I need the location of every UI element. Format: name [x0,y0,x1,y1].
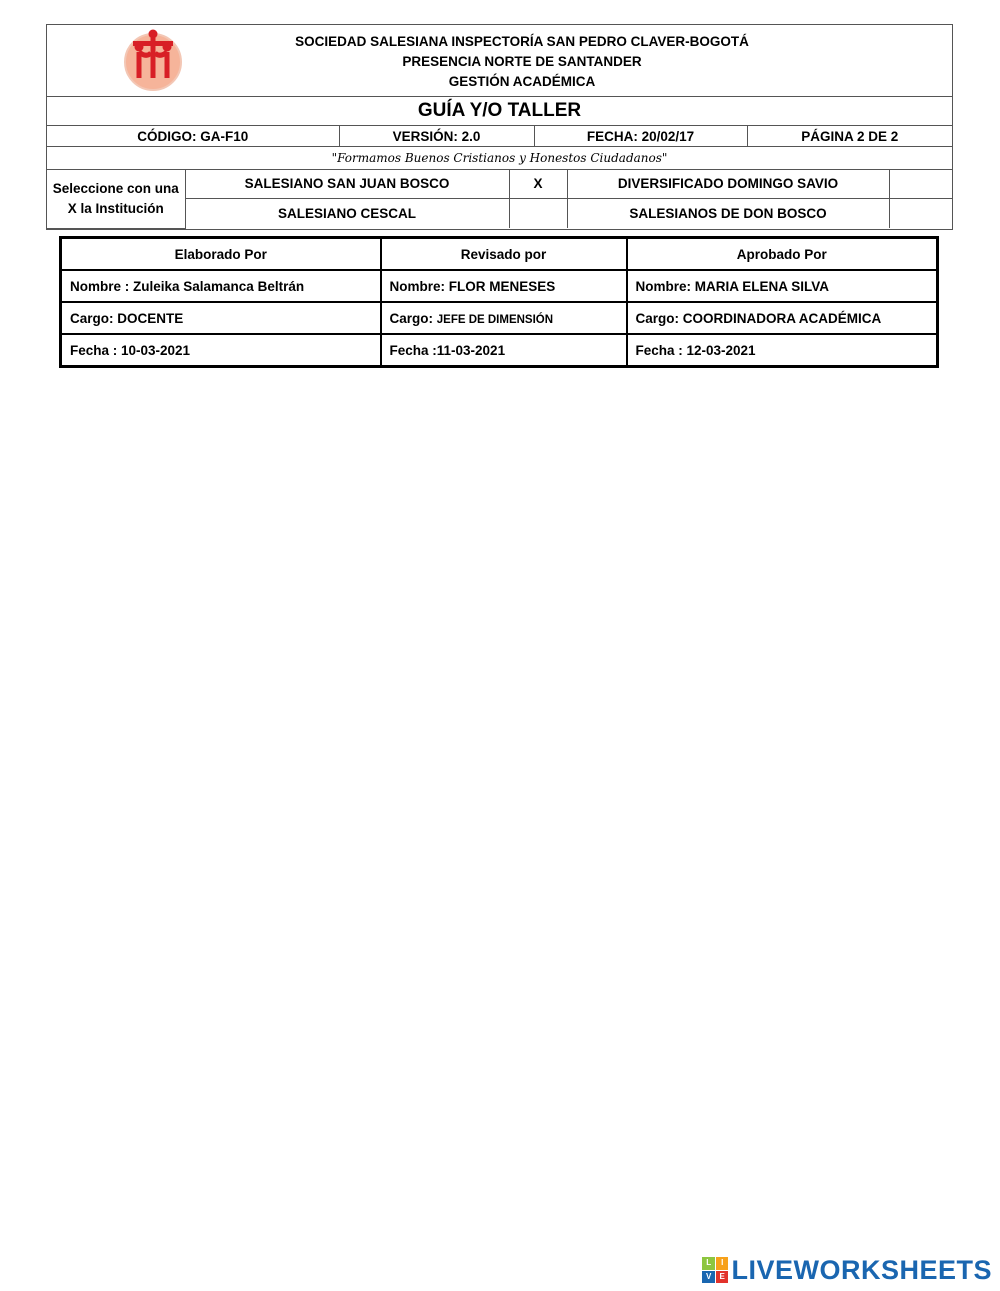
signature-table [59,236,939,368]
liveworksheets-brand[interactable] [702,1255,992,1285]
cargo-prefix: Cargo: [389,310,437,326]
meta-table [47,126,952,147]
institution-mark-cell-2[interactable] [889,170,952,198]
fecha-revisado: Fecha :11-03-2021 [381,334,627,367]
brand-icon-i: I [716,1257,729,1270]
header-aprobado: Aprobado Por [627,238,938,271]
nombre-revisado: Nombre: FLOR MENESES [381,270,627,302]
cargo-prefix: Cargo: [70,310,118,326]
brand-icon-v: V [702,1271,715,1284]
liveworksheets-logo-icon [702,1257,728,1283]
fecha-aprobado: Fecha : 12-03-2021 [627,334,938,367]
cargo-prefix: Cargo: [635,310,683,326]
brand-icon-l: L [702,1257,715,1270]
institution-don-bosco: SALESIANOS DE DON BOSCO [567,198,889,228]
motto: "Formamos Buenos Cristianos y Honestos Ciudadanos" [47,147,952,170]
fecha-elaborado: Fecha : 10-03-2021 [61,334,381,367]
meta-fecha: FECHA: 20/02/17 [534,126,747,147]
header-line-2: PRESENCIA NORTE DE SANTANDER [402,54,642,69]
header-elaborado: Elaborado Por [61,238,381,271]
institution-cescal: SALESIANO CESCAL [185,198,509,228]
document-header [46,24,953,230]
meta-version: VERSIÓN: 2.0 [339,126,534,147]
brand-name: LIVEWORKSHEETS [731,1254,992,1285]
header-revisado: Revisado por [381,238,627,271]
cargo-value: DOCENTE [117,310,184,326]
cargo-value: JEFE DE DIMENSIÓN [436,313,554,326]
document-title: GUÍA Y/O TALLER [47,97,952,126]
cargo-revisado [381,302,627,334]
header-top [47,25,952,97]
institution-mark-cell-1[interactable]: X [509,170,567,198]
institution-mark-cell-4[interactable] [889,198,952,228]
meta-pagina: PÁGINA 2 DE 2 [747,126,952,147]
header-line-1: SOCIEDAD SALESIANA INSPECTORÍA SAN PEDRO CLAVER-BOGOTÁ [295,34,749,49]
nombre-elaborado: Nombre : Zuleika Salamanca Beltrán [61,270,381,302]
header-line-3: GESTIÓN ACADÉMICA [448,74,596,89]
cargo-value: COORDINADORA ACADÉMICA [682,310,882,326]
institution-san-juan-bosco: SALESIANO SAN JUAN BOSCO [185,170,509,198]
brand-icon-e: E [716,1271,729,1284]
institution-domingo-savio: DIVERSIFICADO DOMINGO SAVIO [567,170,889,198]
cargo-aprobado [627,302,938,334]
institution-label: Seleccione con una X la Institución [47,170,185,228]
institution-mark-cell-3[interactable] [509,198,567,228]
meta-codigo: CÓDIGO: GA-F10 [47,126,339,147]
nombre-aprobado: Nombre: MARIA ELENA SILVA [627,270,938,302]
institution-table [47,170,952,229]
cargo-elaborado [61,302,381,334]
